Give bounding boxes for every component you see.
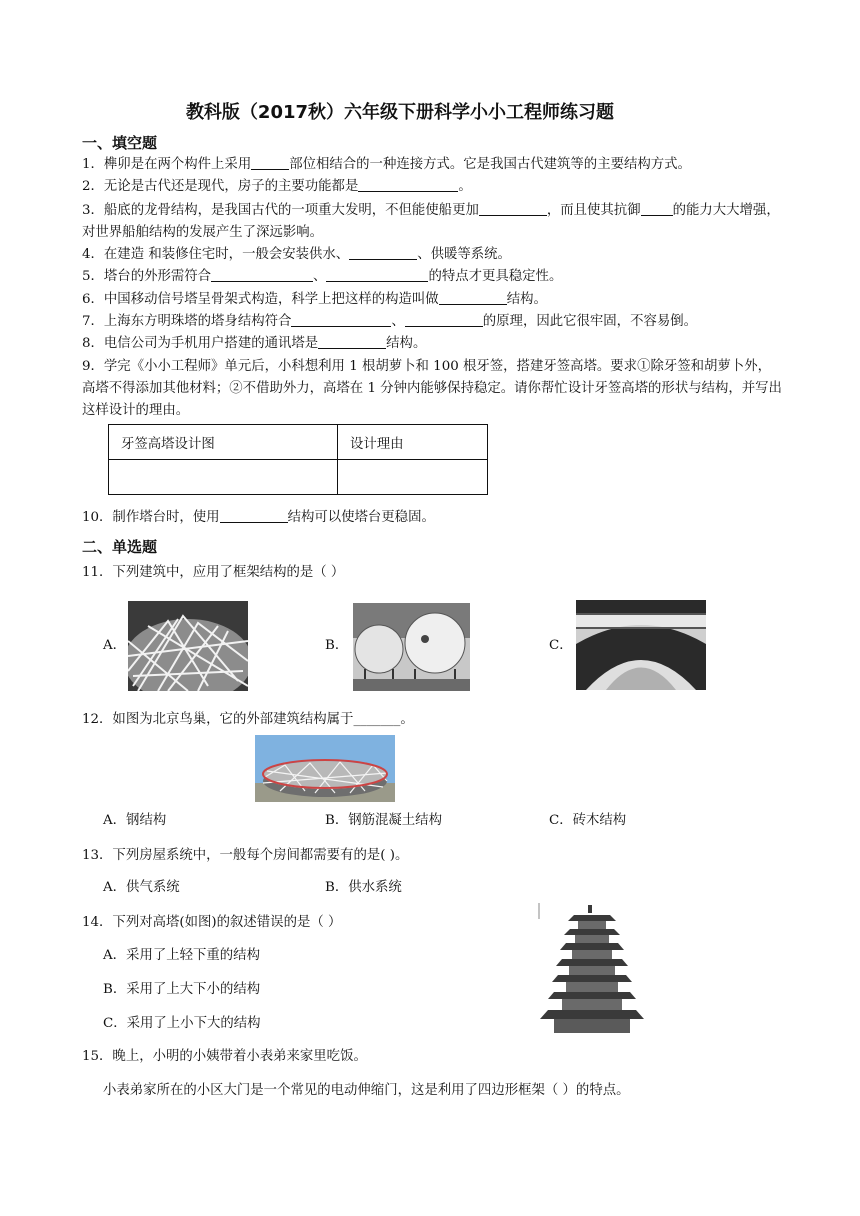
option-11-c-label[interactable]: C．: [549, 638, 573, 653]
question-13: 13．下列房屋系统中，一般每个房间都需要有的是( )。: [82, 848, 409, 863]
option-12-b[interactable]: B．钢筋混凝土结构: [325, 813, 442, 828]
question-5: [82, 266, 782, 288]
question-7: [82, 311, 782, 333]
question-5-text-c: 的特点才更具稳定性。: [428, 269, 563, 284]
question-6-text-b: 结构。: [506, 292, 547, 307]
question-2-text-b: 。: [458, 179, 472, 194]
section-heading-fill: 一、填空题: [82, 134, 158, 152]
option-13-a[interactable]: A．供气系统: [103, 880, 180, 895]
pagoda-tower-image: [538, 903, 646, 1035]
question-5-text-a: 5．塔台的外形需符合: [82, 269, 212, 284]
design-drawing-cell[interactable]: [109, 460, 338, 495]
question-7-text-c: 的原理，因此它很牢固，不容易倒。: [482, 314, 698, 329]
question-8-text-a: 8．电信公司为手机用户搭建的通讯塔是: [82, 336, 319, 351]
question-1-text-b: 部位相结合的一种连接方式。它是我国古代建筑等的主要结构方式。: [289, 157, 691, 172]
design-reason-cell[interactable]: [338, 460, 488, 495]
section-heading-single: 二、单选题: [82, 538, 158, 556]
answer-blank[interactable]: [251, 155, 289, 170]
page-title: 教科版（2017秋）六年级下册科学小小工程师练习题: [185, 102, 615, 123]
question-12: 12．如图为北京鸟巢，它的外部建筑结构属于_______。: [82, 712, 414, 727]
question-10: [82, 507, 782, 529]
birds-nest-steel-lattice-image: [128, 601, 248, 691]
question-1-text-a: 1．榫卯是在两个构件上采用: [82, 157, 252, 172]
option-11-b-label[interactable]: B．: [325, 638, 349, 653]
option-14-a[interactable]: A．采用了上轻下重的结构: [103, 948, 260, 963]
design-answer-table: [108, 424, 488, 495]
question-10-text-a: 10．制作塔台时，使用: [82, 510, 220, 525]
question-2: [82, 176, 782, 198]
question-15-subquestion: 小表弟家所在的小区大门是一个常见的电动伸缩门，这是利用了四边形框架（ ）的特点。: [103, 1083, 630, 1098]
answer-blank[interactable]: [220, 508, 288, 523]
question-4-text-b: 、供暖等系统。: [417, 247, 511, 262]
question-7-text-b: 、: [391, 314, 405, 329]
question-3: [82, 200, 782, 244]
question-15: 15．晚上，小明的小姨带着小表弟来家里吃饭。: [82, 1049, 367, 1064]
question-10-text-b: 结构可以使塔台更稳固。: [287, 510, 435, 525]
question-5-text-b: 、: [313, 269, 327, 284]
spherical-gas-tanks-image: [353, 603, 470, 691]
option-12-a[interactable]: A．钢结构: [103, 813, 167, 828]
answer-blank[interactable]: [326, 267, 428, 282]
question-8: [82, 333, 782, 355]
question-11: 11．下列建筑中，应用了框架结构的是（ ）: [82, 565, 345, 580]
option-12-c[interactable]: C．砖木结构: [549, 813, 627, 828]
table-header-reason: 设计理由: [338, 425, 488, 460]
birds-nest-stadium-image: [255, 735, 395, 802]
option-14-c[interactable]: C．采用了上小下大的结构: [103, 1016, 261, 1031]
question-2-text-a: 2．无论是古代还是现代，房子的主要功能都是: [82, 179, 359, 194]
question-4: [82, 244, 782, 266]
question-6-text-a: 6．中国移动信号塔呈骨架式构造，科学上把这样的构造叫做: [82, 292, 439, 307]
question-3-text-a: 3．船底的龙骨结构，是我国古代的一项重大发明，不但能使船更加: [82, 203, 479, 218]
stone-arch-bridge-image: [576, 600, 706, 690]
answer-blank[interactable]: [479, 201, 547, 216]
answer-blank[interactable]: [439, 290, 507, 305]
question-1: [82, 154, 782, 176]
question-3-text-c: 的能力大大增强，对世界船舶结构的发展产生了深远影响。: [82, 203, 780, 240]
question-14: 14．下列对高塔(如图)的叙述错误的是（ ）: [82, 915, 342, 930]
question-8-text-b: 结构。: [386, 336, 427, 351]
answer-blank[interactable]: [641, 201, 673, 216]
question-3-text-b: ，而且使其抗御: [546, 203, 641, 218]
option-13-b[interactable]: B．供水系统: [325, 880, 402, 895]
answer-blank[interactable]: [211, 267, 313, 282]
answer-blank[interactable]: [318, 334, 386, 349]
answer-blank[interactable]: [358, 177, 458, 192]
question-4-text-a: 4．在建造 和装修住宅时，一般会安装供水、: [82, 247, 350, 262]
answer-blank[interactable]: [349, 245, 417, 260]
answer-blank[interactable]: [291, 312, 391, 327]
table-header-design: 牙签高塔设计图: [109, 425, 338, 460]
option-11-a-label[interactable]: A．: [103, 638, 127, 653]
question-7-text-a: 7．上海东方明珠塔的塔身结构符合: [82, 314, 292, 329]
option-14-b[interactable]: B．采用了上大下小的结构: [103, 982, 261, 997]
answer-blank[interactable]: [405, 312, 483, 327]
question-9: 9．学完《小小工程师》单元后，小科想利用 1 根胡萝卜和 100 根牙签，搭建牙签高塔。要求①除牙签和胡萝卜外，高塔不得添加其他材料；②不借助外力，高塔在 1 分钟内能够保持稳定。请你帮忙设计牙签高塔的形状与结构，并写出这样设计的理由。: [82, 359, 782, 418]
question-6: [82, 289, 782, 311]
